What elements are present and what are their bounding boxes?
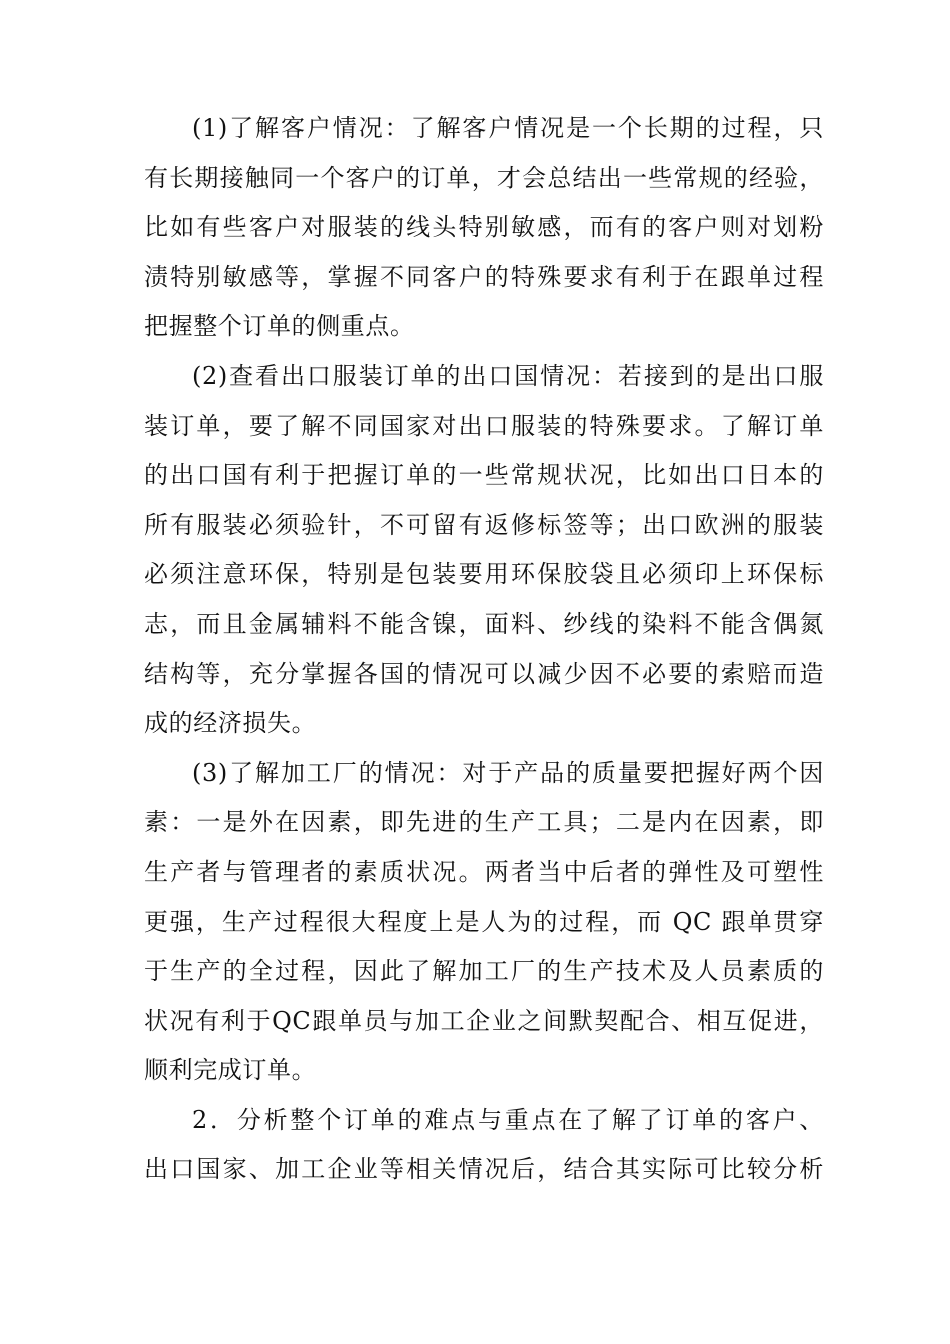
- text-line: 必须注意环保，特别是包装要用环保胶袋且必须印上环保标: [144, 560, 824, 589]
- paragraph-factory-info: [144, 749, 824, 1096]
- paragraph-customer-info: [144, 104, 824, 352]
- document-body: [144, 104, 824, 1195]
- paragraph-order-analysis: [144, 1096, 824, 1195]
- text-line: 顺利完成订单。: [144, 1056, 317, 1085]
- text-line: 志，而且金属辅料不能含镍，面料、纱线的染料不能含偶氮: [144, 609, 824, 638]
- text-line: 所有服装必须验针，不可留有返修标签等；出口欧洲的服装: [144, 510, 824, 539]
- text-line: 比如有些客户对服装的线头特别敏感，而有的客户则对划粉: [144, 213, 824, 242]
- text-line: 装订单，要了解不同国家对出口服装的特殊要求。了解订单: [144, 411, 824, 440]
- text-line: 成的经济损失。: [144, 709, 317, 738]
- text-line: 有长期接触同一个客户的订单，才会总结出一些常规的经验，: [144, 163, 824, 192]
- text-line: 素：一是外在因素，即先进的生产工具；二是内在因素，即: [144, 808, 824, 837]
- text-line: 把握整个订单的侧重点。: [144, 312, 415, 341]
- text-line: 生产者与管理者的素质状况。两者当中后者的弹性及可塑性: [144, 857, 824, 886]
- text-line: 出口国家、加工企业等相关情况后，结合其实际可比较分析: [144, 1155, 824, 1184]
- text-line: (1)了解客户情况：了解客户情况是一个长期的过程，只: [192, 114, 824, 142]
- text-line: 2．分析整个订单的难点与重点在了解了订单的客户、: [192, 1105, 824, 1134]
- text-line: 更强，生产过程很大程度上是人为的过程，而 QC 跟单贯穿: [144, 907, 824, 936]
- text-line: 状况有利于QC跟单员与加工企业之间默契配合、相互促进，: [144, 1006, 824, 1035]
- text-line: (2)查看出口服装订单的出口国情况：若接到的是出口服: [192, 361, 824, 390]
- text-line: 于生产的全过程，因此了解加工厂的生产技术及人员素质的: [144, 957, 824, 986]
- text-line: 渍特别敏感等，掌握不同客户的特殊要求有利于在跟单过程: [144, 262, 824, 291]
- text-line: 的出口国有利于把握订单的一些常规状况，比如出口日本的: [144, 461, 824, 490]
- text-line: (3)了解加工厂的情况：对于产品的质量要把握好两个因: [192, 758, 824, 787]
- paragraph-export-country: [144, 352, 824, 749]
- text-line: 结构等，充分掌握各国的情况可以减少因不必要的索赔而造: [144, 659, 824, 688]
